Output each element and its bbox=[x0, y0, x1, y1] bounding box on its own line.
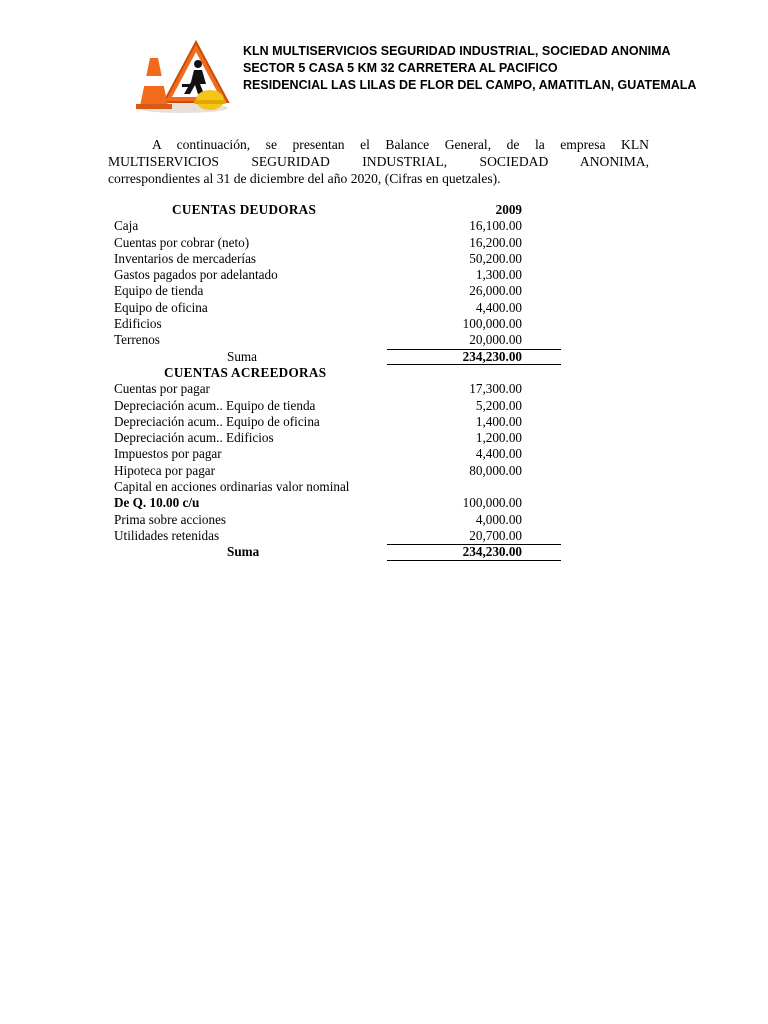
table-row bbox=[114, 316, 561, 332]
deudoras-title: CUENTAS DEUDORAS bbox=[172, 202, 317, 217]
table-row bbox=[114, 235, 561, 251]
deudoras-total-label: Suma bbox=[227, 348, 258, 364]
account-label: Cuentas por cobrar (neto) bbox=[114, 234, 250, 250]
table-row bbox=[114, 300, 561, 316]
account-value: 16,200.00 bbox=[469, 234, 522, 250]
intro-line-2: MULTISERVICIOS SEGURIDAD INDUSTRIAL, SOCIEDAD ANONIMA, bbox=[108, 154, 649, 169]
table-row bbox=[114, 463, 561, 479]
account-value: 80,000.00 bbox=[469, 462, 522, 478]
table-row bbox=[114, 528, 561, 544]
acreedoras-total-value: 234,230.00 bbox=[462, 544, 522, 560]
account-value: 17,300.00 bbox=[469, 381, 522, 397]
account-label: Gastos pagados por adelantado bbox=[114, 267, 278, 283]
table-row bbox=[114, 414, 561, 430]
company-location: RESIDENCIAL LAS LILAS DE FLOR DEL CAMPO, AMATITLAN, GUATEMALA bbox=[243, 78, 697, 92]
table-row bbox=[114, 495, 561, 511]
account-label: Utilidades retenidas bbox=[114, 527, 220, 543]
deudoras-rows bbox=[114, 218, 561, 348]
year-header: 2009 bbox=[495, 202, 522, 217]
account-value: 1,400.00 bbox=[475, 413, 522, 429]
account-label: Equipo de oficina bbox=[114, 299, 208, 315]
table-row bbox=[114, 446, 561, 462]
table-row bbox=[114, 218, 561, 234]
table-row bbox=[114, 430, 561, 446]
table-row bbox=[114, 251, 561, 267]
intro-line-3: correspondientes al 31 de diciembre del año 2020, (Cifras en quetzales). bbox=[108, 171, 501, 186]
account-label: Hipoteca por pagar bbox=[114, 462, 216, 478]
account-label: De Q. 10.00 c/u bbox=[114, 495, 200, 511]
account-label: Equipo de tienda bbox=[114, 283, 204, 299]
account-label: Prima sobre acciones bbox=[114, 511, 227, 527]
account-label: Depreciación acum.. Edificios bbox=[114, 430, 274, 446]
account-value: 1,200.00 bbox=[475, 430, 522, 446]
intro-line-1: A continuación, se presentan el Balance General, de la empresa KLN bbox=[152, 137, 649, 152]
account-label: Inventarios de mercaderías bbox=[114, 250, 257, 266]
balance-table bbox=[114, 202, 561, 561]
table-row bbox=[114, 267, 561, 283]
intro-paragraph bbox=[108, 136, 649, 187]
deudoras-header bbox=[114, 202, 561, 218]
account-value: 50,200.00 bbox=[469, 250, 522, 266]
deudoras-total-row bbox=[114, 349, 561, 365]
table-row bbox=[114, 512, 561, 528]
account-value: 1,300.00 bbox=[475, 267, 522, 283]
company-logo bbox=[132, 40, 232, 114]
account-value: 4,400.00 bbox=[475, 299, 522, 315]
table-row bbox=[114, 398, 561, 414]
account-label: Cuentas por pagar bbox=[114, 381, 210, 397]
account-label: Depreciación acum.. Equipo de oficina bbox=[114, 413, 320, 429]
traffic-cone-worker-sign-icon bbox=[132, 40, 232, 114]
account-label: Terrenos bbox=[114, 332, 160, 348]
account-label: Caja bbox=[114, 218, 139, 234]
company-address: SECTOR 5 CASA 5 KM 32 CARRETERA AL PACIFICO bbox=[243, 61, 558, 75]
acreedoras-total-label: Suma bbox=[227, 544, 260, 560]
account-label: Impuestos por pagar bbox=[114, 446, 222, 462]
table-row bbox=[114, 479, 561, 495]
company-header bbox=[243, 43, 696, 94]
account-label: Depreciación acum.. Equipo de tienda bbox=[114, 397, 316, 413]
table-row bbox=[114, 332, 561, 348]
account-value: 20,000.00 bbox=[469, 332, 522, 348]
account-value: 4,400.00 bbox=[475, 446, 522, 462]
acreedoras-total-row bbox=[114, 544, 561, 560]
deudoras-total-value: 234,230.00 bbox=[462, 348, 522, 364]
account-value: 100,000.00 bbox=[462, 316, 522, 332]
account-value: 100,000.00 bbox=[462, 495, 522, 511]
table-row bbox=[114, 283, 561, 299]
acreedoras-header bbox=[114, 365, 561, 381]
account-label: Edificios bbox=[114, 316, 162, 332]
account-label: Capital en acciones ordinarias valor nominal bbox=[114, 479, 350, 495]
account-value: 26,000.00 bbox=[469, 283, 522, 299]
acreedoras-title: CUENTAS ACREEDORAS bbox=[164, 364, 327, 380]
account-value: 16,100.00 bbox=[469, 218, 522, 234]
table-row bbox=[114, 381, 561, 397]
account-value: 20,700.00 bbox=[469, 527, 522, 543]
acreedoras-rows bbox=[114, 381, 561, 544]
account-value: 4,000.00 bbox=[475, 511, 522, 527]
company-name: KLN MULTISERVICIOS SEGURIDAD INDUSTRIAL, SOCIEDAD ANONIMA bbox=[243, 44, 671, 58]
account-value: 5,200.00 bbox=[475, 397, 522, 413]
